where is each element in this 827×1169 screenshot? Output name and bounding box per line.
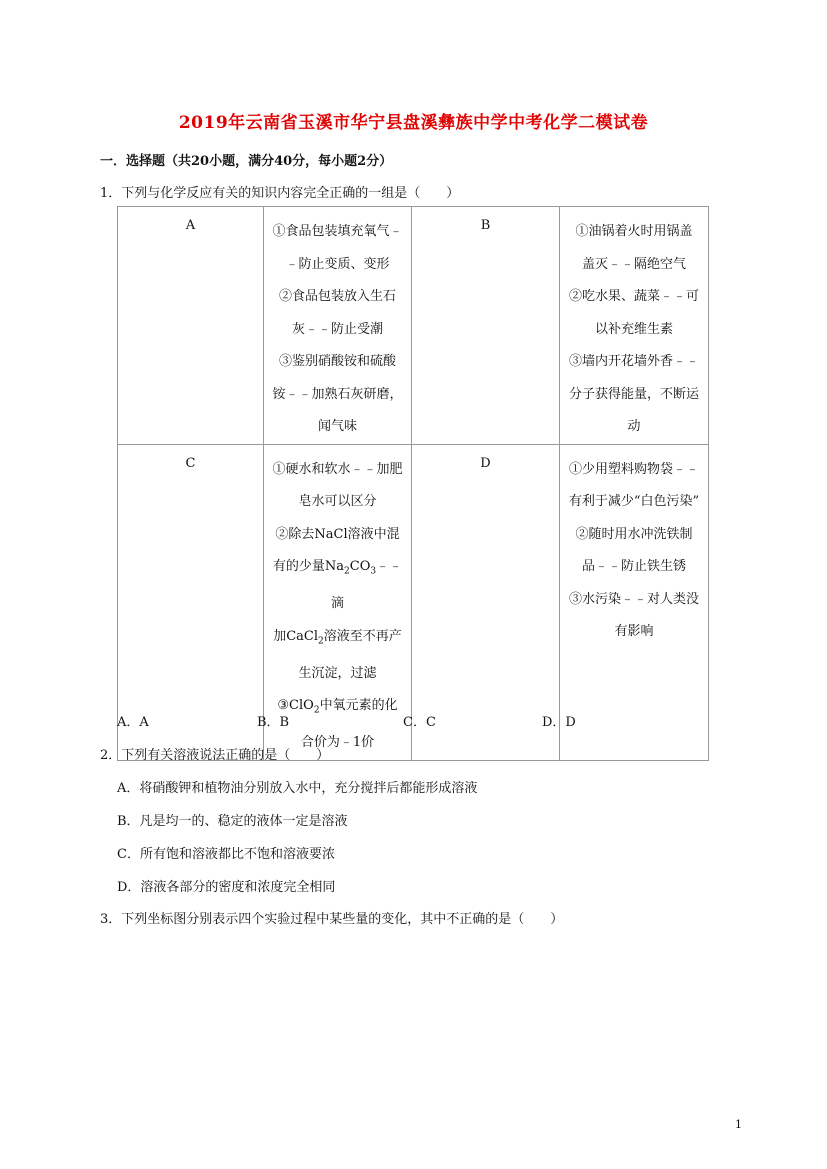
option-b-line: ③墙内开花墙外香﹣﹣: [568, 354, 699, 369]
choice-d[interactable]: D．D: [542, 715, 576, 730]
option-d-line: ③水污染﹣﹣对人类没: [568, 591, 699, 607]
option-a-line: 灰﹣﹣防止受潮: [291, 321, 383, 337]
question-2-option-d[interactable]: D．溶液各部分的密度和浓度完全相同: [117, 880, 336, 895]
option-c-line: ②除去NaCl溶液中混: [275, 526, 400, 542]
option-d-label: D: [412, 444, 560, 760]
text-run: ﹣﹣滴: [330, 559, 403, 612]
option-d-line: ②随时用水冲洗铁制: [575, 526, 693, 542]
text-run: CO: [349, 559, 371, 574]
text-run: ③ClO: [277, 698, 314, 714]
page-number: 1: [735, 1118, 742, 1131]
option-c-line: ①硬水和软水﹣﹣加肥: [272, 461, 403, 477]
text-run: 有的少量Na: [272, 559, 345, 574]
option-a-line: ﹣防止变质、变形: [285, 256, 390, 272]
option-c-line: 生沉淀，过滤: [298, 665, 377, 681]
choice-b[interactable]: B．B: [257, 715, 290, 730]
option-a-label: A: [118, 207, 264, 445]
section-heading: 一．选择题（共20小题，满分40分，每小题2分）: [100, 154, 393, 169]
option-d-line: 有影响: [614, 624, 654, 639]
option-b-line: 以补充维生素: [594, 321, 673, 337]
option-a-line: 铵﹣﹣加熟石灰研磨，: [272, 386, 403, 402]
option-d-line: 品﹣﹣防止铁生锈: [581, 559, 686, 574]
option-a-line: ①食品包装填充氧气﹣: [272, 224, 403, 239]
subscript: 3: [370, 566, 377, 577]
option-a-line: ③鉴别硝酸铵和硫酸: [278, 354, 396, 369]
question-1-stem: 1．下列与化学反应有关的知识内容完全正确的一组是（ ）: [100, 186, 460, 201]
option-b-line: ②吃水果、蔬菜﹣﹣可: [568, 289, 699, 304]
option-c-label: C: [118, 444, 264, 760]
option-a-content: [264, 207, 412, 445]
subscript: 2: [313, 705, 320, 716]
question-2-option-b[interactable]: B．凡是均一的、稳定的液体一定是溶液: [117, 814, 348, 829]
question-2-option-c[interactable]: C．所有饱和溶液都比不饱和溶液要浓: [117, 847, 335, 862]
option-b-line: 分子获得能量，不断运: [568, 386, 699, 402]
subscript: 2: [318, 636, 324, 647]
question-1-table: [117, 206, 709, 761]
option-c-line: 合价为﹣1价: [300, 735, 375, 751]
option-d-content: [560, 444, 709, 760]
page-title: 2019年云南省玉溪市华宁县盘溪彝族中学中考化学二模试卷: [178, 113, 649, 133]
option-d-line: ①少用塑料购物袋﹣﹣: [568, 461, 699, 477]
choice-a[interactable]: A．A: [117, 715, 149, 730]
option-c-line: [268, 621, 407, 658]
text-run: 加CaCl: [273, 628, 319, 644]
option-b-line: 动: [627, 419, 641, 434]
option-a-line: ②食品包装放入生石: [278, 289, 396, 304]
text-run: 溶液至不再产: [323, 628, 402, 644]
question-3-stem: 3．下列坐标图分别表示四个实验过程中某些量的变化，其中不正确的是（ ）: [100, 912, 564, 927]
option-d-line: 有利于减少“白色污染”: [568, 494, 700, 509]
choice-c[interactable]: C．C: [403, 715, 436, 730]
option-b-label: B: [412, 207, 560, 445]
question-2-stem: 2．下列有关溶液说法正确的是（ ）: [100, 748, 330, 763]
text-run: 中氧元素的化: [319, 698, 398, 714]
option-b-line: ①油锅着火时用锅盖: [575, 224, 693, 239]
question-2-option-a[interactable]: A．将硝酸钾和植物油分别放入水中，充分搅拌后都能形成溶液: [117, 781, 478, 796]
subscript: 2: [344, 566, 350, 577]
option-c-line: 皂水可以区分: [298, 494, 377, 509]
option-a-line: 闻气味: [317, 419, 357, 434]
option-c-line: [268, 551, 407, 621]
option-b-line: 盖灭﹣﹣隔绝空气: [581, 256, 686, 272]
option-b-content: [560, 207, 709, 445]
